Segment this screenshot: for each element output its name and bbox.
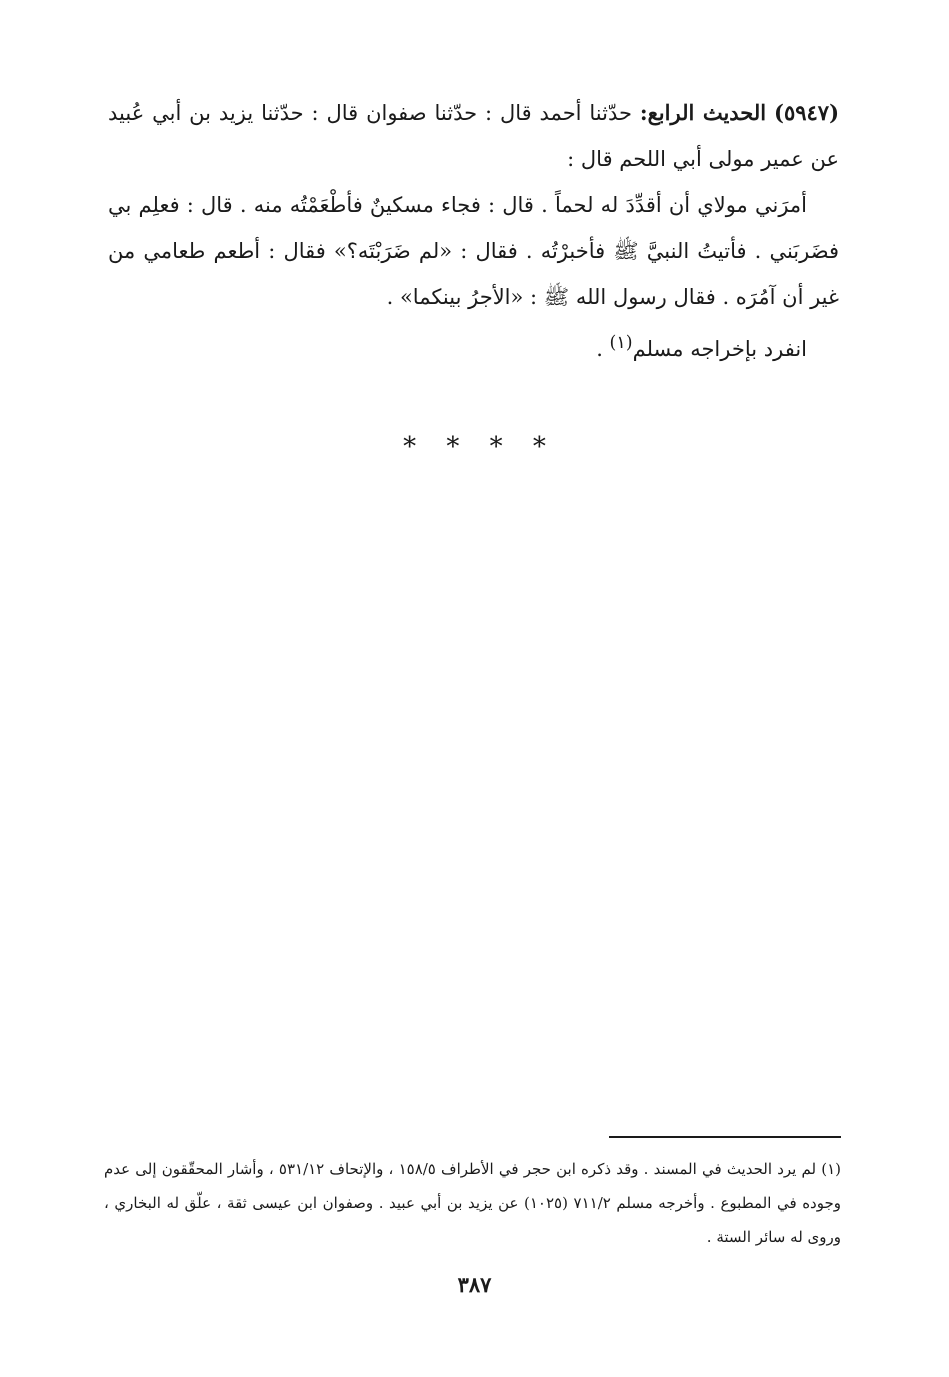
footnote-ref[interactable]: (١) bbox=[609, 333, 633, 353]
hadith-takhrij: انفرد بإخراجه مسلم bbox=[632, 337, 807, 361]
footnote-divider bbox=[609, 1136, 841, 1138]
hadith-isnad-paragraph bbox=[108, 90, 839, 182]
page-number: ٣٨٧ bbox=[457, 1272, 492, 1297]
footnote-1: (١) لم يرد الحديث في المسند . وقد ذكره ابن حجر في الأطراف ١٥٨/٥ ، والإتحاف ٥٣١/١٢ ، وأشار المحقّقون إلى عدم وجوده في المطبوع . وأخرجه مسلم ٧١١/٢ (١٠٢٥) عن يزيد بن أبي عبيد . وصفوان ابن عيسى ثقة ، علّق له البخاري ، وروى له سائر الستة . bbox=[104, 1160, 842, 1246]
hadith-matn: أمرَني مولاي أن أقدِّدَ له لحماً . قال : فجاء مسكينٌ فأطْعَمْتُه منه . قال : فعلِم بي فضَربَني . فأتيتُ النبيَّ ﷺ فأخبرْتُه . فقال : «لم ضَرَبْتَه؟» فقال : أطعم طعامي من غير أن آمُرَه . فقال رسول الله ﷺ : «الأجرُ بينكما» . bbox=[108, 193, 839, 309]
hadith-matn-paragraph bbox=[108, 182, 839, 320]
section-separator: * * * * bbox=[403, 432, 546, 462]
hadith-number: (٥٩٤٧) bbox=[774, 100, 839, 125]
footnotes bbox=[104, 1152, 841, 1254]
hadith-heading: الحديث الرابع: bbox=[639, 100, 767, 125]
main-text bbox=[108, 90, 839, 372]
hadith-takhrij-end: . bbox=[596, 337, 610, 361]
hadith-takhrij-paragraph bbox=[108, 320, 839, 372]
hadith-isnad: حدّثنا أحمد قال : حدّثنا صفوان قال : حدّثنا يزيد بن أبي عُبيد عن عمير مولى أبي اللحم قال : bbox=[108, 101, 839, 171]
